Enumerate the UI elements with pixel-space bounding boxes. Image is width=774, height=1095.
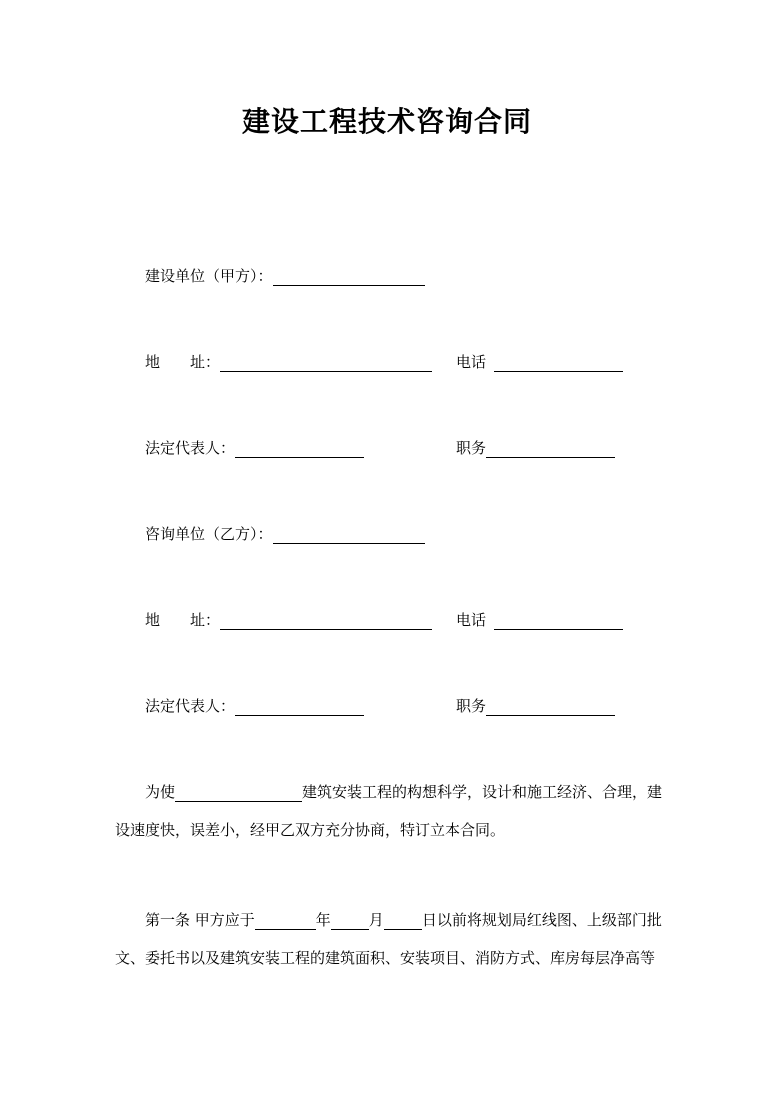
party-a-unit-row xyxy=(145,266,425,286)
article-1-paragraph xyxy=(115,910,661,968)
party-a-address-field[interactable] xyxy=(220,355,432,372)
party-b-phone-row xyxy=(456,610,623,630)
year-label: 年 xyxy=(315,911,331,929)
party-b-position-field[interactable] xyxy=(486,699,615,716)
party-b-address-row xyxy=(145,610,432,630)
party-a-address-row xyxy=(145,352,432,372)
project-name-field[interactable] xyxy=(175,786,302,802)
party-b-unit-field[interactable] xyxy=(273,527,425,544)
party-a-rep-row xyxy=(145,438,364,458)
party-b-rep-field[interactable] xyxy=(235,699,364,716)
party-b-position-row xyxy=(456,696,615,716)
party-a-position-row xyxy=(456,438,615,458)
intro-line-2: 设速度快，误差小，经甲乙双方充分协商，特订立本合同。 xyxy=(115,821,506,839)
party-a-address-label: 地 址： xyxy=(145,353,221,371)
party-a-phone-label: 电话 xyxy=(456,353,487,371)
intro-line1-text: 建筑安装工程的构想科学，设计和施工经济、合理，建 xyxy=(302,783,663,801)
party-a-unit-label: 建设单位（甲方）： xyxy=(145,267,273,285)
intro-paragraph xyxy=(115,782,661,840)
intro-prefix: 为使 xyxy=(145,783,176,801)
document-title: 建设工程技术咨询合同 xyxy=(241,105,532,138)
article-1-lead: 第一条 甲方应于 xyxy=(145,911,255,929)
party-a-rep-field[interactable] xyxy=(235,441,364,458)
article-1-line-1 xyxy=(115,910,661,930)
party-a-rep-label: 法定代表人： xyxy=(145,439,236,457)
intro-line-1 xyxy=(115,782,661,802)
article-1-line1-text: 日以前将规划局红线图、上级部门批 xyxy=(421,911,662,929)
party-a-position-label: 职务 xyxy=(456,439,487,457)
party-b-rep-row xyxy=(145,696,364,716)
month-label: 月 xyxy=(368,911,384,929)
party-a-position-field[interactable] xyxy=(486,441,615,458)
party-b-address-label: 地 址： xyxy=(145,611,221,629)
party-b-position-label: 职务 xyxy=(456,697,487,715)
party-b-phone-field[interactable] xyxy=(494,613,623,630)
year-field[interactable] xyxy=(255,914,316,930)
article-1-line-2: 文、委托书以及建筑安装工程的建筑面积、安装项目、消防方式、库房每层净高等 xyxy=(115,949,656,967)
month-field[interactable] xyxy=(331,914,369,930)
party-b-unit-row xyxy=(145,524,425,544)
day-field[interactable] xyxy=(384,914,422,930)
party-a-phone-field[interactable] xyxy=(494,355,623,372)
party-b-unit-label: 咨询单位（乙方）： xyxy=(145,525,273,543)
party-b-rep-label: 法定代表人： xyxy=(145,697,236,715)
party-a-unit-field[interactable] xyxy=(273,269,425,286)
party-a-phone-row xyxy=(456,352,623,372)
party-b-phone-label: 电话 xyxy=(456,611,487,629)
party-b-address-field[interactable] xyxy=(220,613,432,630)
